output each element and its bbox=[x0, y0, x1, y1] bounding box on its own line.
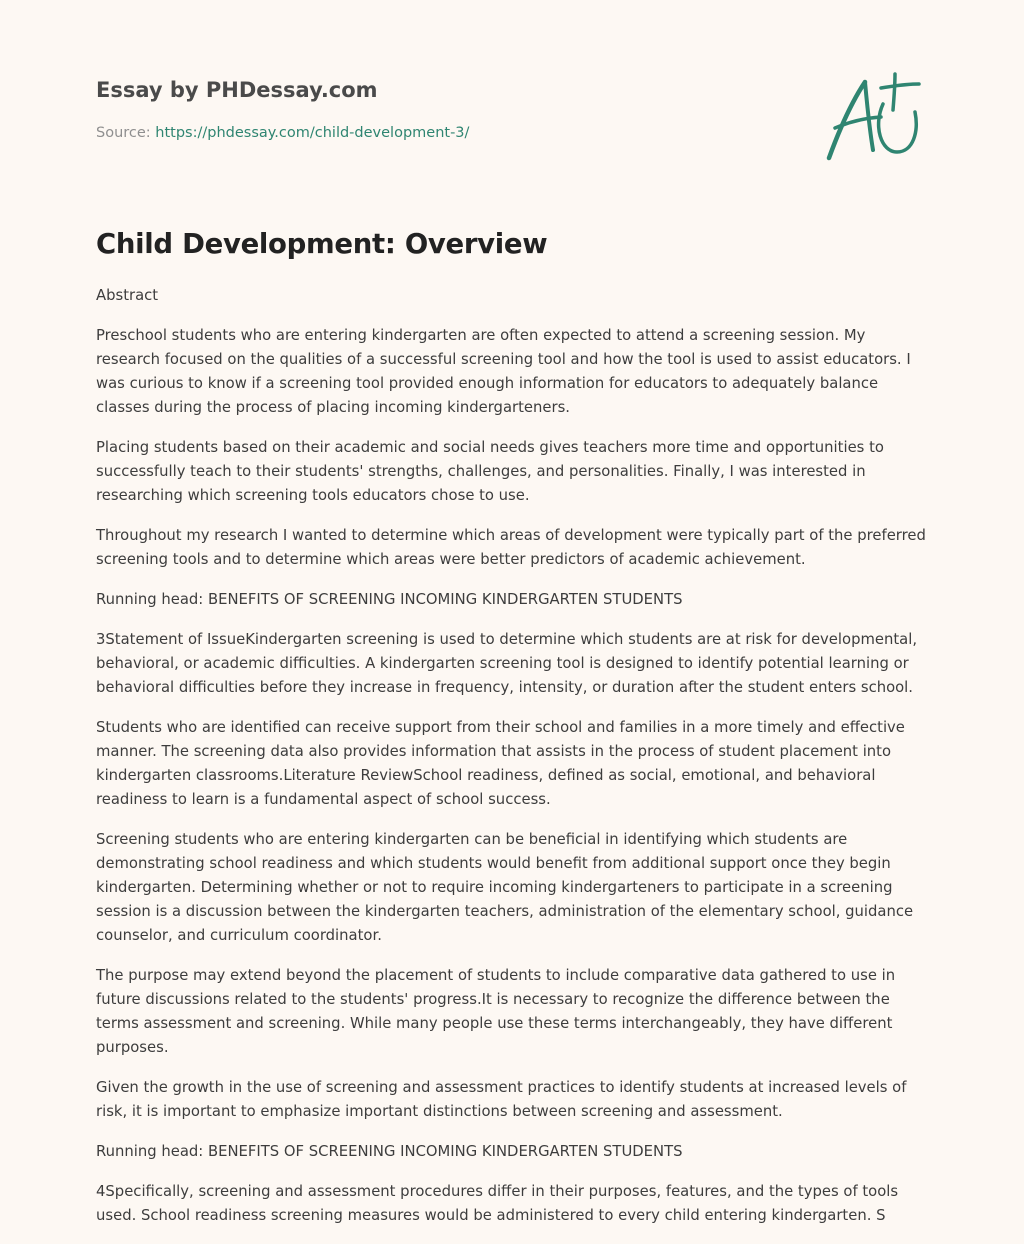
essay-paragraph: The purpose may extend beyond the placement of students to include comparative data gathered to use in future discussions related to the students' progress.It is necessary to recognize the difference between the terms assessment and screening. While many people use these terms interchangeably, they have different purposes. bbox=[96, 967, 896, 1056]
essay-body bbox=[96, 284, 930, 1244]
essay-paragraph: Running head: BENEFITS OF SCREENING INCOMING KINDERGARTEN STUDENTS bbox=[96, 1143, 683, 1160]
essay-paragraph: Students who are identified can receive support from their school and families in a more timely and effective manner. The screening data also provides information that assists in the process of student placement into kindergarten classrooms.Literature ReviewSchool readiness, defined as social, emotional, and behavioral readiness to learn is a fundamental aspect of school success. bbox=[96, 719, 905, 808]
source-line bbox=[96, 124, 469, 142]
essay-paragraph: Throughout my research I wanted to determine which areas of development were typically part of the preferred screening tools and to determine which areas were better predictors of academic achievement. bbox=[96, 527, 926, 568]
essay-paragraph: Preschool students who are entering kindergarten are often expected to attend a screening session. My research focused on the qualities of a successful screening tool and how the tool is used to assist educators. I was curious to know if a screening tool provided enough information for educators to adequately balance classes during the process of placing incoming kindergarteners. bbox=[96, 327, 911, 416]
essay-paragraph: 4Specifically, screening and assessment procedures differ in their purposes, features, and the types of tools used. School readiness screening measures would be administered to every child entering kindergarten. S bbox=[96, 1183, 899, 1224]
source-link[interactable]: https://phdessay.com/child-development-3/ bbox=[155, 125, 470, 141]
essay-paragraph: Abstract bbox=[96, 287, 159, 304]
a-plus-grade-icon bbox=[821, 68, 921, 164]
essay-paragraph: Given the growth in the use of screening and assessment practices to identify students at increased levels of risk, it is important to emphasize important distinctions between screening and assessment. bbox=[96, 1079, 907, 1120]
essay-paragraph: Screening students who are entering kindergarten can be beneficial in identifying which students are demonstrating school readiness and which students would benefit from additional support once they begin kindergarten. Determining whether or not to require incoming kindergarteners to participate in a screening session is a discussion between the kindergarten teachers, administration of the elementary school, guidance counselor, and curriculum coordinator. bbox=[96, 831, 914, 944]
source-label: Source: bbox=[96, 125, 156, 141]
essay-paragraph: Running head: BENEFITS OF SCREENING INCOMING KINDERGARTEN STUDENTS bbox=[96, 591, 683, 608]
essay-paragraph: Placing students based on their academic and social needs gives teachers more time and opportunities to successfully teach to their students' strengths, challenges, and personalities. Finally, I was interested in researching which screening tools educators chose to use. bbox=[96, 439, 884, 504]
essay-title: Child Development: Overview bbox=[96, 228, 548, 260]
essay-paragraph: 3Statement of IssueKindergarten screening is used to determine which students are at risk for developmental, behavioral, or academic difficulties. A kindergarten screening tool is designed to identify potential learning or behavioral difficulties before they increase in frequency, intensity, or duration after the student enters school. bbox=[96, 631, 918, 696]
site-brand[interactable]: Essay by PHDessay.com bbox=[96, 78, 378, 102]
